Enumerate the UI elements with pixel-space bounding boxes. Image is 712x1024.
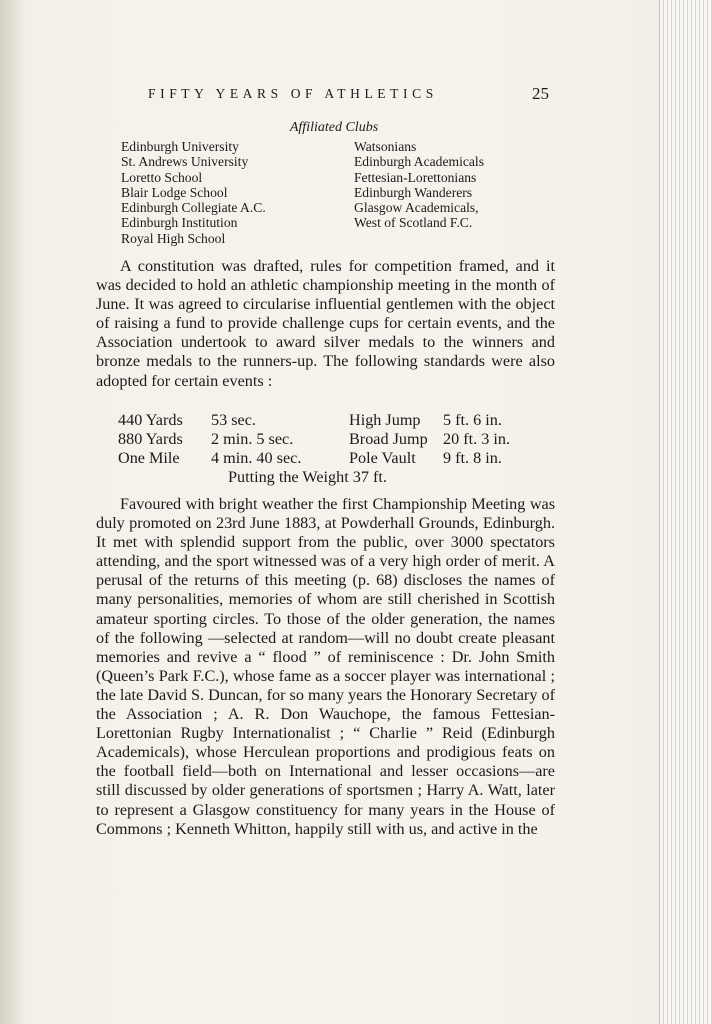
club-item: Edinburgh Academicals: [354, 154, 484, 170]
event-standard: 53 sec.: [211, 411, 256, 429]
club-item: Edinburgh Collegiate A.C.: [121, 200, 266, 216]
club-item: Loretto School: [121, 169, 203, 185]
club-item: Glasgow Academicals,: [354, 200, 479, 216]
club-item: Edinburgh Wanderers: [354, 184, 473, 200]
event-standard: 2 min. 5 sec.: [211, 430, 294, 448]
clubs-list-right: [354, 139, 484, 231]
binding-shadow: [0, 0, 22, 1024]
standards-row: [118, 430, 558, 449]
event-standard: 4 min. 40 sec.: [211, 449, 302, 467]
clubs-list-left: [121, 139, 266, 246]
club-item: St. Andrews University: [121, 154, 249, 170]
club-item: Edinburgh University: [121, 139, 239, 154]
affiliated-clubs-heading: Affiliated Clubs: [289, 120, 379, 135]
field-event-standard: 9 ft. 8 in.: [443, 449, 502, 467]
page-number: 25: [532, 84, 549, 103]
field-event-name: Broad Jump: [349, 430, 428, 448]
championship-paragraph: Favoured with bright weather the first Championship Meeting was duly promoted on 23rd June 1883, at Powderhall Grounds, Edinburgh. It met with splendid support from the public, over 3000 spectators attending, and the sport witnessed was of a very high order of merit. A perusal of the returns of this meeting (p. 68) discloses the names of many personalities, memories of whom are still cherished in Scottish amateur sporting circles. To those of the older generation, the names of the following —selected at random—will no doubt create pleasant memories and revive a “ flood ” of reminiscence : Dr. John Smith (Queen’s Park F.C.), whose fame as a soccer player was international ; the late David S. Duncan, for so many years the Honorary Secretary of the Association ; A. R. Don Wauchope, the famous Fettesian-Lorettonian Rugby Internationalist ; “ Charlie ” Reid (Edinburgh Academicals), whose Herculean proportions and prodigious feats on the football field—both on International and lesser occasions—are still discussed by older generations of sportsmen ; Harry A. Watt, later to represent a Glasgow constituency for many years in the House of Commons ; Kenneth Whitton, happily still with us, and active in the: [96, 495, 555, 838]
constitution-paragraph: A constitution was drafted, rules for competition framed, and it was decided to hold an athletic championship meeting in the month of June. It was agreed to circularise influential gentlemen with the object of raising a fund to provide challenge cups for certain events, and the Association undertook to award silver medals to the winners and bronze medals to the runners-up. The following standards were also adopted for certain events :: [96, 257, 555, 390]
club-item: Edinburgh Institution: [121, 215, 238, 231]
standards-row-weight: [118, 468, 558, 487]
field-event-name: High Jump: [349, 411, 421, 429]
event-name: 880 Yards: [118, 430, 183, 448]
event-name: 440 Yards: [118, 411, 183, 429]
club-item: West of Scotland F.C.: [354, 215, 473, 231]
standards-row: [118, 411, 558, 430]
club-item: Watsonians: [354, 139, 417, 154]
club-item: Blair Lodge School: [121, 184, 228, 200]
club-item: Royal High School: [121, 230, 226, 246]
event-name: One Mile: [118, 449, 180, 467]
running-header: FIFTY YEARS OF ATHLETICS: [148, 86, 438, 101]
field-event-standard: 5 ft. 6 in.: [443, 411, 502, 429]
standards-table: [118, 411, 558, 487]
page-edges: [659, 0, 712, 1024]
field-event-name: Pole Vault: [349, 449, 416, 467]
weight-standard: Putting the Weight 37 ft.: [228, 468, 387, 486]
club-item: Fettesian-Lorettonians: [354, 169, 477, 185]
standards-row: [118, 449, 558, 468]
field-event-standard: 20 ft. 3 in.: [443, 430, 510, 448]
